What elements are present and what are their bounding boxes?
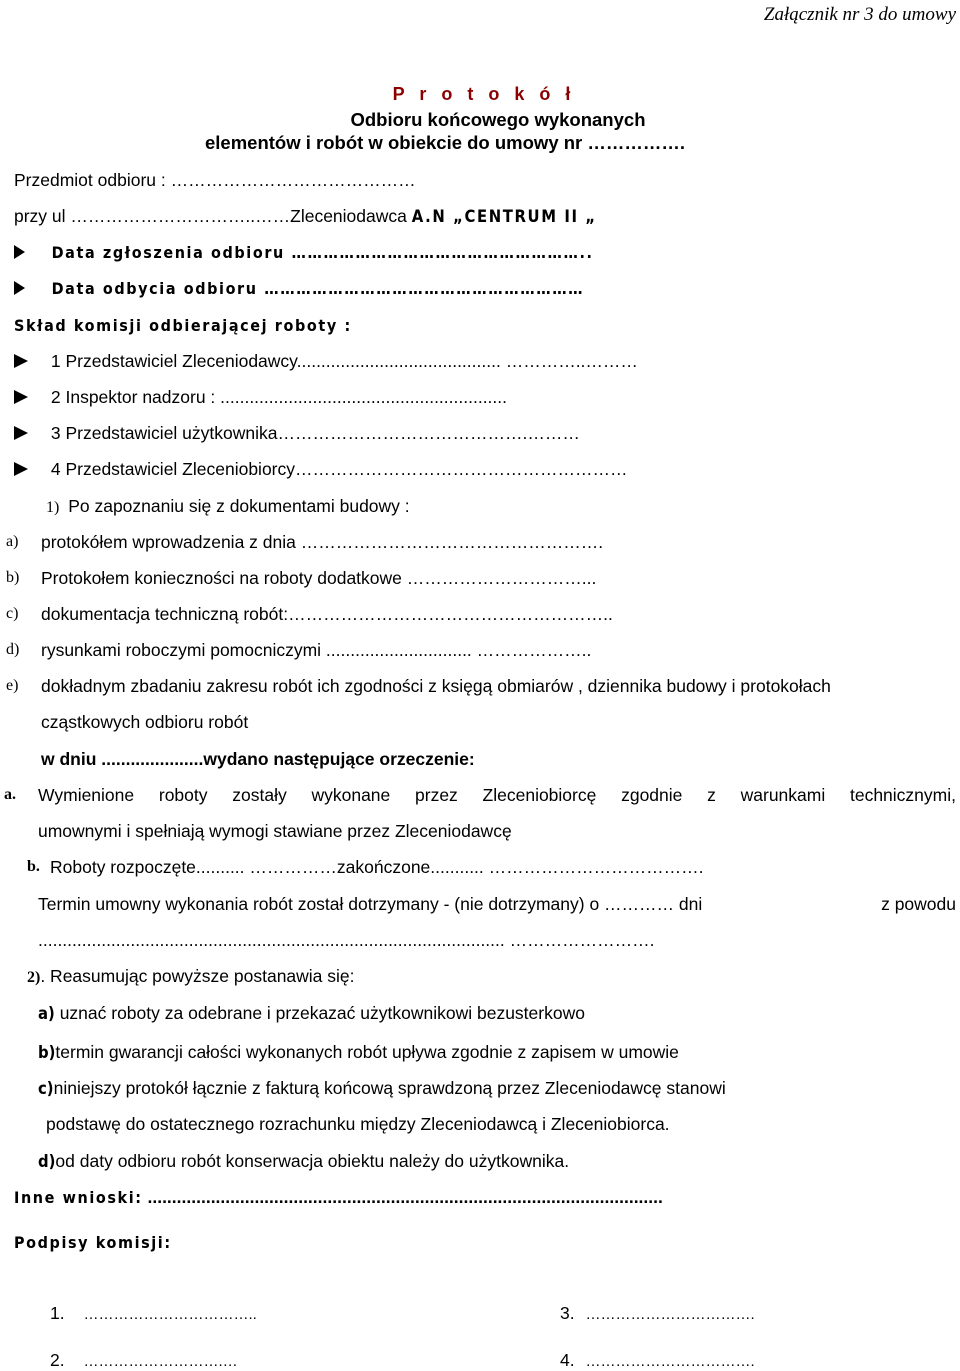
item-a-text: protokółem wprowadzenia z dnia …………………………………………….	[41, 532, 604, 552]
triangle-bullet-icon	[14, 281, 25, 295]
term-reason-label: z powodu	[881, 894, 956, 914]
commission-member-1: 1 Przedstawiciel Zleceniodawcy.......................................... …………..………	[14, 351, 638, 372]
acceptance-date: Data odbycia odbioru ……………………………………………………	[14, 279, 584, 298]
decision-c: c)niniejszy protokół łącznie z fakturą końcową sprawdzoną przez Zleceniodawcę stanowi	[38, 1078, 726, 1098]
arrow-bullet-icon	[14, 426, 28, 440]
other-conclusions: Inne wnioski: ..........................................................................................................	[14, 1187, 663, 1207]
arrow-bullet-icon	[14, 354, 28, 368]
signatures-heading: Podpisy komisji:	[14, 1233, 172, 1252]
signature-1: 1. ……………………………..	[50, 1303, 257, 1323]
decision-c-cont: podstawę do ostatecznego rozrachunku między Zleceniodawcą i Zleceniobiorca.	[46, 1114, 670, 1134]
decision-a: a) uznać roboty za odebrane i przekazać użytkownikowi bezusterkowo	[38, 1003, 585, 1023]
section-b-marker: b.	[27, 858, 40, 875]
signature-4: 4. …………………………….	[560, 1350, 755, 1370]
item-e-text: dokładnym zbadaniu zakresu robót ich zgodności z księgą obmiarów , dziennika budowy i protokołach	[41, 676, 831, 696]
item-c-text: dokumentacja techniczną robót:………………………………………………..	[41, 604, 613, 624]
section-a-line2: umownymi i spełniają wymogi stawiane przez Zleceniodawcę	[38, 821, 512, 841]
decision-b: b)termin gwarancji całości wykonanych robót upływa zgodnie z zapisem w umowie	[38, 1042, 679, 1062]
arrow-bullet-icon	[14, 462, 28, 476]
signature-3: 3. …………………………….	[560, 1303, 755, 1323]
decision-d: d)od daty odbioru robót konserwacja obiektu należy do użytkownika.	[38, 1151, 570, 1171]
subject-line: Przedmiot odbioru : ……………………………………	[14, 170, 416, 190]
section-b-dates: Roboty rozpoczęte.......... ……………zakończone........... ……………………………….	[50, 857, 704, 877]
title-contract: elementów i robót w obiekcie do umowy nr …………….	[205, 132, 686, 153]
commission-member-3: 3 Przedstawiciel użytkownika…………………………………….………	[14, 423, 580, 444]
triangle-bullet-icon	[14, 245, 25, 259]
commission-member-2: 2 Inspektor nadzoru : ...........................................................	[14, 387, 507, 408]
section-2-heading: 2). Reasumując powyższe postanawia się:	[27, 966, 355, 986]
header-note: Załącznik nr 3 do umowy	[763, 4, 956, 25]
title-subtitle: Odbioru końcowego wykonanych	[350, 109, 646, 130]
item-b-text: Protokołem konieczności na roboty dodatkowe …………………………...	[41, 568, 597, 588]
item-e-marker: e)	[6, 677, 19, 694]
item-d-text: rysunkami roboczymi pomocniczymi .............................. ………………..	[41, 640, 592, 660]
item-b-marker: b)	[6, 569, 20, 586]
title-protokol: P r o t o k ó ł	[392, 84, 576, 104]
arrow-bullet-icon	[14, 390, 28, 404]
client-name: A.N „CENTRUM II „	[411, 207, 597, 226]
item-e-text-cont: cząstkowych odbioru robót	[41, 712, 249, 732]
term-line: Termin umowny wykonania robót został dotrzymany - (nie dotrzymany) o ………… dni	[38, 894, 703, 914]
address-line	[14, 206, 597, 227]
section-1-heading: 1) Po zapoznaniu się z dokumentami budowy :	[46, 496, 410, 516]
verdict-line: w dniu .....................wydano następujące orzeczenie:	[41, 749, 475, 769]
notification-date: Data zgłoszenia odbioru ………………………………………………..	[14, 243, 594, 262]
address-prefix: przy ul …………………………..……Zleceniodawca	[14, 206, 407, 226]
commission-member-4: 4 Przedstawiciel Zleceniobiorcy…………………………………………………	[14, 459, 628, 480]
section-a-marker: a.	[4, 786, 16, 803]
term-reason-dots: ................................................................................................ …………………….	[38, 930, 655, 950]
signature-2: 2. ……………………….…	[50, 1350, 238, 1370]
item-d-marker: d)	[6, 641, 20, 658]
commission-heading: Skład komisji odbierającej roboty :	[14, 316, 352, 335]
item-a-marker: a)	[6, 533, 19, 550]
section-a-line1: Wymienione roboty zostały wykonane przez Zleceniobiorcę zgodnie z warunkami technicznymi,	[38, 785, 956, 805]
item-c-marker: c)	[6, 605, 19, 622]
